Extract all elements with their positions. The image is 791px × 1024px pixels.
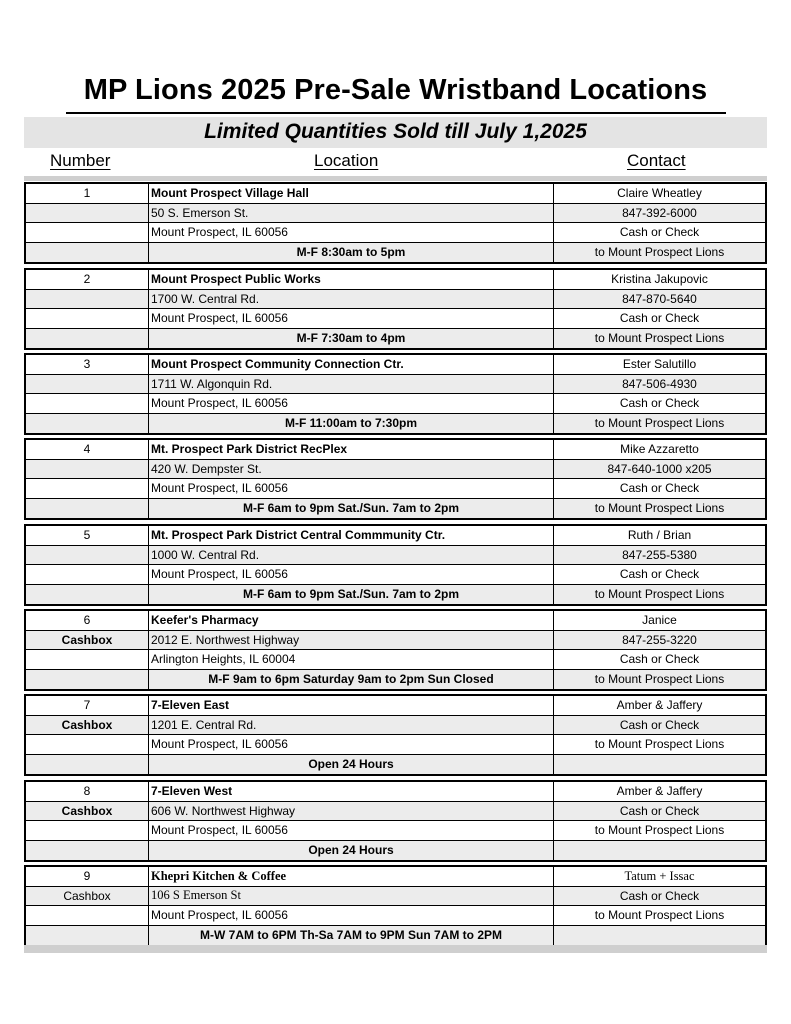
location-hours: M-F 8:30am to 5pm bbox=[149, 243, 554, 263]
contact-name: Tatum + Issac bbox=[624, 868, 695, 883]
table-row bbox=[26, 394, 765, 414]
contact-name: Janice bbox=[642, 613, 677, 628]
location-number-spacer bbox=[26, 926, 149, 946]
page-subtitle: Limited Quantities Sold till July 1,2025 bbox=[204, 120, 587, 143]
table-row bbox=[26, 821, 765, 841]
location-number-spacer bbox=[26, 670, 149, 690]
table-row bbox=[26, 479, 765, 499]
location-number-spacer bbox=[26, 565, 149, 584]
location-hours: M-W 7AM to 6PM Th-Sa 7AM to 9PM Sun 7AM to 2PM bbox=[149, 926, 554, 946]
location-address: 606 W. Northwest Highway bbox=[149, 802, 554, 821]
location-block-5 bbox=[24, 524, 767, 606]
location-number-spacer bbox=[26, 329, 149, 349]
location-tag: Cashbox bbox=[26, 802, 149, 821]
table-row bbox=[26, 926, 765, 946]
contact-name: Ester Salutillo bbox=[622, 357, 697, 372]
contact-line-2: 847-255-5380 bbox=[622, 547, 697, 562]
location-number: 6 bbox=[26, 611, 149, 630]
table-row bbox=[26, 841, 765, 861]
location-address: 1711 W. Algonquin Rd. bbox=[149, 375, 554, 394]
contact-line-2: 847-640-1000 x205 bbox=[607, 461, 712, 476]
table-row bbox=[26, 499, 765, 519]
location-tag: Cashbox bbox=[26, 631, 149, 650]
location-number-spacer bbox=[26, 309, 149, 328]
contact-line-3: to Mount Prospect Lions bbox=[594, 908, 725, 923]
location-tag: Cashbox bbox=[26, 716, 149, 735]
contact-line-4: to Mount Prospect Lions bbox=[594, 245, 725, 260]
contact-name: Mike Azzaretto bbox=[620, 442, 699, 457]
location-hours: Open 24 Hours bbox=[149, 841, 554, 861]
table-row bbox=[26, 735, 765, 755]
location-number-spacer bbox=[26, 906, 149, 925]
table-row bbox=[26, 716, 765, 736]
table-row bbox=[26, 309, 765, 329]
contact-name: Amber & Jaffery bbox=[616, 784, 703, 799]
contact-name: Claire Wheatley bbox=[617, 186, 702, 201]
location-number: 4 bbox=[26, 440, 149, 459]
contact-line-3: to Mount Prospect Lions bbox=[594, 737, 725, 752]
location-name: Keefer's Pharmacy bbox=[149, 611, 554, 630]
contact-line-3: Cash or Check bbox=[619, 225, 700, 240]
location-block-1 bbox=[24, 182, 767, 264]
location-city: Mount Prospect, IL 60056 bbox=[149, 309, 554, 328]
contact-line-2: 847-392-6000 bbox=[622, 205, 697, 220]
location-name: Mount Prospect Village Hall bbox=[149, 184, 554, 203]
footer-bar bbox=[24, 945, 767, 953]
location-city: Mount Prospect, IL 60056 bbox=[149, 394, 554, 413]
location-name: Khepri Kitchen & Coffee bbox=[149, 867, 554, 886]
table-row bbox=[26, 611, 765, 631]
location-hours: M-F 6am to 9pm Sat./Sun. 7am to 2pm bbox=[149, 585, 554, 605]
location-number-spacer bbox=[26, 479, 149, 498]
contact-line-4 bbox=[554, 926, 765, 946]
table-row bbox=[26, 565, 765, 585]
location-name: 7-Eleven East bbox=[149, 696, 554, 715]
location-number: 2 bbox=[26, 270, 149, 289]
location-address: 106 S Emerson St bbox=[149, 887, 554, 906]
table-row bbox=[26, 270, 765, 290]
location-city: Mount Prospect, IL 60056 bbox=[149, 735, 554, 754]
location-tag bbox=[26, 290, 149, 309]
contact-line-3: Cash or Check bbox=[619, 567, 700, 582]
location-number-spacer bbox=[26, 755, 149, 775]
location-block-8 bbox=[24, 780, 767, 862]
location-hours: M-F 6am to 9pm Sat./Sun. 7am to 2pm bbox=[149, 499, 554, 519]
page-title: MP Lions 2025 Pre-Sale Wristband Locations bbox=[83, 74, 708, 106]
contact-line-4: to Mount Prospect Lions bbox=[594, 331, 725, 346]
location-number: 5 bbox=[26, 526, 149, 545]
location-block-2 bbox=[24, 268, 767, 350]
contact-line-3: Cash or Check bbox=[619, 396, 700, 411]
contact-line-2: 847-255-3220 bbox=[622, 632, 697, 647]
location-hours: Open 24 Hours bbox=[149, 755, 554, 775]
column-header-contact: Contact bbox=[627, 151, 686, 170]
location-address: 1201 E. Central Rd. bbox=[149, 716, 554, 735]
location-number-spacer bbox=[26, 223, 149, 242]
table-row bbox=[26, 204, 765, 224]
location-number: 7 bbox=[26, 696, 149, 715]
location-name: Mt. Prospect Park District Central Commmunity Ctr. bbox=[149, 526, 554, 545]
location-number: 3 bbox=[26, 355, 149, 374]
column-header-location: Location bbox=[314, 151, 379, 170]
location-address: 50 S. Emerson St. bbox=[149, 204, 554, 223]
location-number-spacer bbox=[26, 821, 149, 840]
contact-line-2: Cash or Check bbox=[619, 717, 700, 732]
table-row bbox=[26, 696, 765, 716]
location-number: 9 bbox=[26, 867, 149, 886]
table-row bbox=[26, 184, 765, 204]
contact-line-4 bbox=[554, 755, 765, 775]
table-row bbox=[26, 329, 765, 349]
location-city: Arlington Heights, IL 60004 bbox=[149, 650, 554, 669]
location-tag bbox=[26, 204, 149, 223]
table-row bbox=[26, 670, 765, 690]
location-city: Mount Prospect, IL 60056 bbox=[149, 821, 554, 840]
table-row bbox=[26, 546, 765, 566]
title-underline bbox=[66, 112, 726, 114]
contact-name: Kristina Jakupovic bbox=[611, 272, 708, 287]
location-number-spacer bbox=[26, 394, 149, 413]
location-address: 1000 W. Central Rd. bbox=[149, 546, 554, 565]
location-block-4 bbox=[24, 438, 767, 520]
location-block-9 bbox=[24, 865, 767, 947]
location-number-spacer bbox=[26, 243, 149, 263]
table-row bbox=[26, 906, 765, 926]
location-tag bbox=[26, 375, 149, 394]
contact-line-2: Cash or Check bbox=[619, 803, 700, 818]
column-header-number: Number bbox=[50, 151, 111, 170]
table-row bbox=[26, 650, 765, 670]
contact-name: Amber & Jaffery bbox=[616, 698, 703, 713]
location-tag bbox=[26, 546, 149, 565]
table-row bbox=[26, 782, 765, 802]
location-block-3 bbox=[24, 353, 767, 435]
location-city: Mount Prospect, IL 60056 bbox=[149, 479, 554, 498]
location-number-spacer bbox=[26, 499, 149, 519]
table-row bbox=[26, 526, 765, 546]
location-name: Mount Prospect Public Works bbox=[149, 270, 554, 289]
location-hours: M-F 11:00am to 7:30pm bbox=[149, 414, 554, 434]
location-address: 420 W. Dempster St. bbox=[149, 460, 554, 479]
table-row bbox=[26, 440, 765, 460]
table-row bbox=[26, 414, 765, 434]
location-number-spacer bbox=[26, 841, 149, 861]
location-number-spacer bbox=[26, 735, 149, 754]
contact-line-3: Cash or Check bbox=[619, 311, 700, 326]
table-row bbox=[26, 355, 765, 375]
location-number: 1 bbox=[26, 184, 149, 203]
location-city: Mount Prospect, IL 60056 bbox=[149, 906, 554, 925]
location-name: 7-Eleven West bbox=[149, 782, 554, 801]
table-row bbox=[26, 290, 765, 310]
contact-line-4: to Mount Prospect Lions bbox=[594, 416, 725, 431]
contact-line-3: Cash or Check bbox=[619, 481, 700, 496]
location-number-spacer bbox=[26, 585, 149, 605]
location-name: Mount Prospect Community Connection Ctr. bbox=[149, 355, 554, 374]
location-tag bbox=[26, 460, 149, 479]
table-row bbox=[26, 755, 765, 775]
location-name: Mt. Prospect Park District RecPlex bbox=[149, 440, 554, 459]
contact-line-4: to Mount Prospect Lions bbox=[594, 587, 725, 602]
location-city: Mount Prospect, IL 60056 bbox=[149, 565, 554, 584]
contact-line-4: to Mount Prospect Lions bbox=[594, 672, 725, 687]
contact-line-4 bbox=[554, 841, 765, 861]
table-row bbox=[26, 460, 765, 480]
location-city: Mount Prospect, IL 60056 bbox=[149, 223, 554, 242]
location-block-6 bbox=[24, 609, 767, 691]
table-row bbox=[26, 631, 765, 651]
location-hours: M-F 9am to 6pm Saturday 9am to 2pm Sun Closed bbox=[149, 670, 554, 690]
header-divider-bar bbox=[24, 176, 767, 181]
location-number-spacer bbox=[26, 414, 149, 434]
contact-line-2: 847-506-4930 bbox=[622, 376, 697, 391]
contact-line-3: Cash or Check bbox=[619, 652, 700, 667]
contact-name: Ruth / Brian bbox=[627, 528, 692, 543]
location-number-spacer bbox=[26, 650, 149, 669]
table-row bbox=[26, 585, 765, 605]
table-row bbox=[26, 802, 765, 822]
contact-line-2: 847-870-5640 bbox=[622, 291, 697, 306]
table-row bbox=[26, 375, 765, 395]
location-hours: M-F 7:30am to 4pm bbox=[149, 329, 554, 349]
location-address: 1700 W. Central Rd. bbox=[149, 290, 554, 309]
location-block-7 bbox=[24, 694, 767, 776]
table-row bbox=[26, 867, 765, 887]
table-row bbox=[26, 223, 765, 243]
contact-line-3: to Mount Prospect Lions bbox=[594, 823, 725, 838]
contact-line-2: Cash or Check bbox=[619, 888, 700, 903]
location-number: 8 bbox=[26, 782, 149, 801]
table-row bbox=[26, 887, 765, 907]
location-tag: Cashbox bbox=[26, 887, 149, 906]
location-address: 2012 E. Northwest Highway bbox=[149, 631, 554, 650]
table-row bbox=[26, 243, 765, 263]
contact-line-4: to Mount Prospect Lions bbox=[594, 501, 725, 516]
